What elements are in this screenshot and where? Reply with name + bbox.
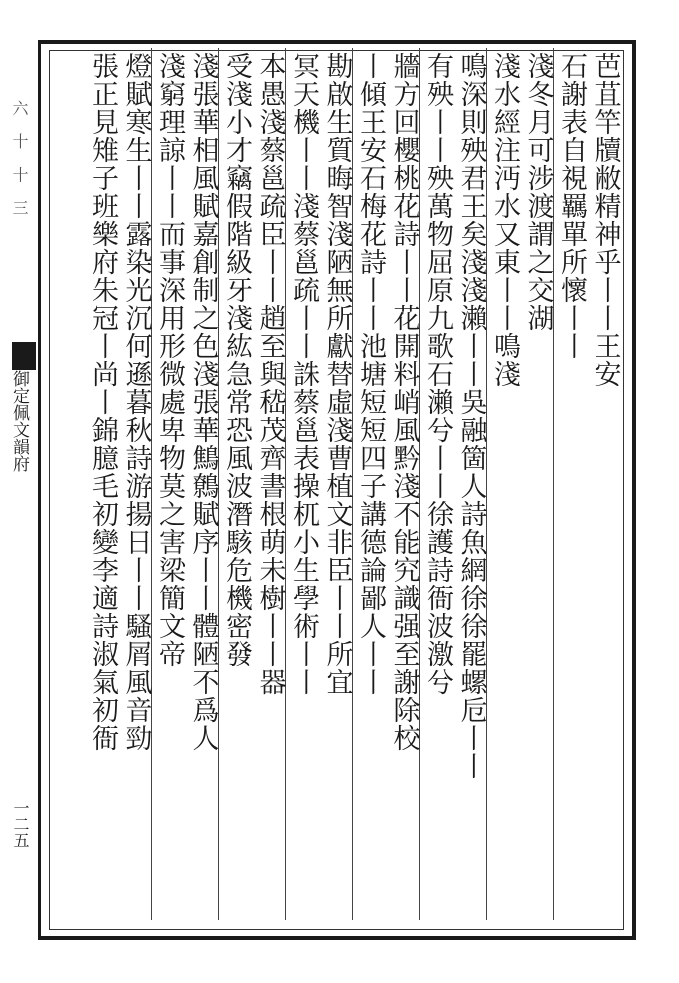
text-column: 淺水經注沔水又東丨丨鳴淺	[489, 52, 520, 388]
book-title: 御定佩文韻府	[9, 370, 29, 472]
text-column: 淺張華相風賦嘉創制之色淺張華鷦鷯賦序丨丨體陋不爲人	[187, 52, 219, 752]
text-column: 本愚淺蔡邕疏臣丨丨趙至與嵇茂齊書根萌未樹丨丨器	[254, 52, 286, 696]
text-column: 冥天機丨丨淺蔡邕疏丨丨誅蔡邕表操杌小生學術丨丨	[288, 52, 319, 696]
text-column: 石謝表自視羈單所懷丨丨	[556, 52, 587, 360]
text-column: 燈賦寒生丨丨露染光沉何遜暮秋詩游揚日丨丨騷屑風音勁	[120, 52, 152, 752]
text-column: 丨傾王安石梅花詩丨丨池塘短短四子講德論鄙人丨丨	[355, 52, 386, 696]
text-column: 受淺小才竊假階級牙淺紘急常恐風波潛駭危機密發	[221, 52, 252, 668]
page-number: 一二五	[11, 800, 30, 848]
text-column: 芭苴竿牘敝精神乎丨丨王安	[589, 52, 621, 388]
text-column: 張正見雉子班樂府朱冠丨尚丨錦臆毛初變李適詩淑氣初衙	[87, 52, 118, 752]
fish-tail-mark-icon	[12, 342, 36, 370]
text-column: 有殃丨丨殃萬物屈原九歌石瀨兮丨丨徐護詩衙波激兮	[422, 52, 453, 696]
text-column: 牆方回櫻桃花詩丨丨花開料峭風黔淺不能究識强至謝除校	[388, 52, 420, 752]
text-column: 淺窮理諒丨丨而事深用形微處卑物莫之害梁簡文帝	[154, 52, 185, 668]
text-column: 勘啟生質晦智淺陋無所獻替虛淺曹植文非臣丨丨所宜	[321, 52, 353, 696]
text-column: 淺冬月可涉渡謂之交湖	[522, 52, 554, 332]
margin-top-text: 六 十 十 三	[10, 100, 29, 222]
text-column: 鳴深則殃君王矣淺淺瀨丨丨吳融箇人詩魚網徐徐罷螺卮丨丨	[455, 52, 487, 780]
margin-strip	[0, 40, 38, 940]
